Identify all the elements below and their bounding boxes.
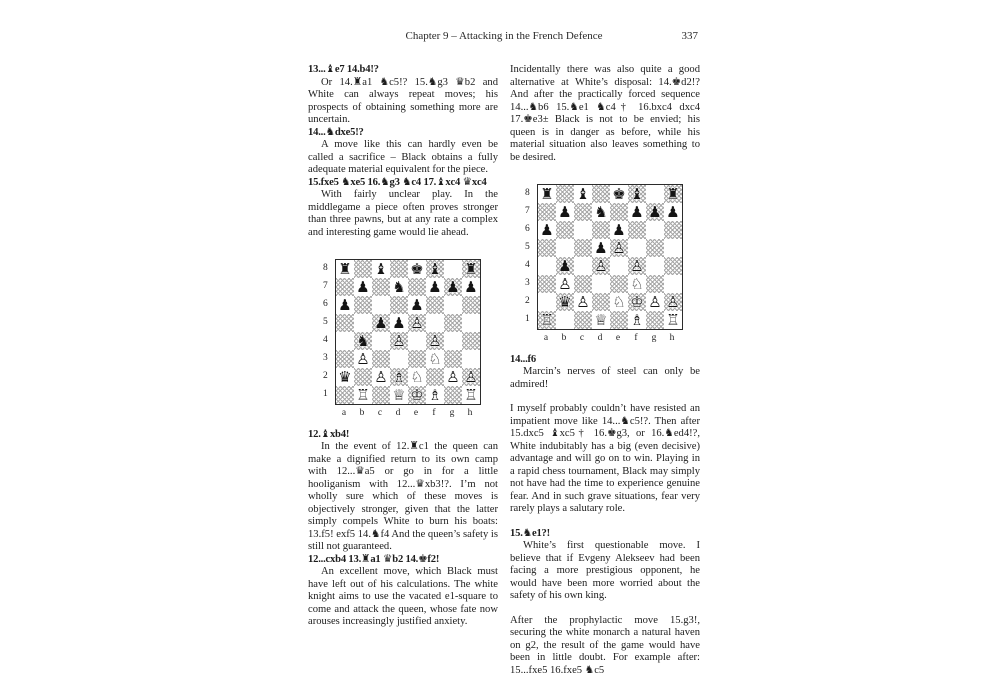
black-pawn-piece: ♟ (410, 296, 424, 314)
rank-label: 2 (323, 371, 328, 381)
board-square (462, 368, 480, 386)
board-square (336, 332, 354, 350)
black-king-piece: ♚ (612, 185, 626, 203)
board-square (408, 386, 426, 404)
board-square (408, 314, 426, 332)
rank-label: 5 (525, 242, 530, 252)
board-square (390, 296, 408, 314)
board-square (538, 311, 556, 329)
black-bishop-piece: ♝ (374, 260, 388, 278)
board-square (610, 239, 628, 257)
board-square (610, 311, 628, 329)
white-pawn-piece: ♙ (630, 257, 644, 275)
file-label: e (615, 333, 621, 343)
white-pawn-piece: ♙ (428, 332, 442, 350)
white-pawn-piece: ♙ (576, 293, 590, 311)
board-square (354, 368, 372, 386)
board-square (664, 257, 682, 275)
file-label: e (413, 408, 419, 418)
move-line: 13...♝e7 14.b4!? (308, 64, 379, 75)
file-label: d (597, 333, 603, 343)
black-pawn-piece: ♟ (356, 278, 370, 296)
rank-label: 3 (323, 353, 328, 363)
page-header (308, 30, 700, 45)
black-knight-piece: ♞ (594, 203, 608, 221)
chess-board (537, 184, 683, 330)
board-square (336, 368, 354, 386)
board-square (372, 368, 390, 386)
board-square (628, 311, 646, 329)
board-square (354, 278, 372, 296)
move-line: 15.♞e1?! (510, 527, 550, 539)
board-square (372, 260, 390, 278)
board-square (574, 221, 592, 239)
white-rook-piece: ♖ (540, 311, 554, 329)
rank-label: 3 (525, 278, 530, 288)
black-pawn-piece: ♟ (392, 314, 406, 332)
black-rook-piece: ♜ (666, 185, 680, 203)
black-bishop-piece: ♝ (630, 185, 644, 203)
white-pawn-piece: ♙ (666, 293, 680, 311)
rank-label: 2 (525, 296, 530, 306)
white-pawn-piece: ♙ (356, 350, 370, 368)
paragraph: Incidentally there was also quite a good alternative at White’s disposal: 14.♚d2!? And after the practically forced sequence 14...♞b6 15.♞e1 ♞c4† 16.bxc4 dxc4 17.♚e3± Black is not to be envied; his queen is in danger as before, while his material situation also leaves something to be desired. (510, 64, 700, 163)
chess-diagram (323, 259, 483, 420)
board-square (592, 257, 610, 275)
board-square (556, 203, 574, 221)
white-pawn-piece: ♙ (594, 257, 608, 275)
black-pawn-piece: ♟ (630, 203, 644, 221)
black-pawn-piece: ♟ (428, 278, 442, 296)
board-square (628, 257, 646, 275)
board-square (592, 203, 610, 221)
paragraph: With fairly unclear play. In the middlegame a piece often proves stronger than three pawns, but at any rate a complex and interesting game would lie ahead. (308, 189, 498, 238)
move-line: 14...f6 (510, 353, 536, 365)
board-square (574, 203, 592, 221)
board-square (408, 350, 426, 368)
black-bishop-piece: ♝ (576, 185, 590, 203)
board-square (592, 239, 610, 257)
black-pawn-piece: ♟ (648, 203, 662, 221)
board-square (646, 185, 664, 203)
board-square (538, 221, 556, 239)
board-square (592, 311, 610, 329)
board-square (372, 296, 390, 314)
move-line: 15.fxe5 ♞xe5 16.♞g3 ♞c4 17.♝xc4 ♛xc4 (308, 176, 487, 188)
white-pawn-piece: ♙ (446, 368, 460, 386)
board-square (354, 386, 372, 404)
board-square (574, 311, 592, 329)
board-square (574, 257, 592, 275)
board-square (390, 260, 408, 278)
board-square (462, 386, 480, 404)
board-square (592, 275, 610, 293)
black-pawn-piece: ♟ (558, 257, 572, 275)
board-square (462, 278, 480, 296)
board-square (538, 185, 556, 203)
file-label: f (432, 408, 436, 418)
rank-labels (323, 259, 335, 405)
white-pawn-piece: ♙ (374, 368, 388, 386)
white-king-piece: ♔ (410, 386, 424, 404)
board-square (538, 203, 556, 221)
board-square (664, 221, 682, 239)
board-square (444, 314, 462, 332)
board-square (462, 296, 480, 314)
black-pawn-piece: ♟ (612, 221, 626, 239)
board-square (574, 185, 592, 203)
board-square (610, 221, 628, 239)
board-square (628, 203, 646, 221)
rank-label: 7 (323, 281, 328, 291)
file-label: b (561, 333, 567, 343)
white-bishop-piece: ♗ (428, 386, 442, 404)
rank-label: 5 (323, 317, 328, 327)
board-square (426, 296, 444, 314)
board-square (610, 185, 628, 203)
board-square (664, 239, 682, 257)
white-knight-piece: ♘ (428, 350, 442, 368)
file-label: c (377, 408, 383, 418)
board-square (610, 275, 628, 293)
chapter-title: Chapter 9 – Attacking in the French Defence (405, 30, 603, 42)
board-square (646, 275, 664, 293)
white-pawn-piece: ♙ (612, 239, 626, 257)
board-square (444, 368, 462, 386)
board-square (390, 386, 408, 404)
right-column (510, 64, 700, 675)
board-square (426, 314, 444, 332)
black-pawn-piece: ♟ (446, 278, 460, 296)
board-square (336, 350, 354, 368)
page-content (308, 30, 700, 675)
paragraph: In the event of 12.♜c1 the queen can make a dignified return to its own camp with 12...♛a5 or go in for a little hooliganism with 12...♛xb3!?. I’m not wholly sure which of these moves is objectively stronger, given that the latter simply compels White to burn his boats: 13.f5! exf5 14.♞f4 And the queen’s safety is still not guaranteed. (308, 441, 498, 552)
board-square (628, 275, 646, 293)
file-label: d (395, 408, 401, 418)
black-queen-piece: ♛ (338, 368, 352, 386)
board-square (444, 386, 462, 404)
board-square (354, 260, 372, 278)
paragraph: Or 14.♜a1 ♞c5!? 15.♞g3 ♛b2 and White can always repeat moves; his prospects of obtaining something more are uncertain. (308, 76, 498, 125)
board-square (390, 368, 408, 386)
board-square (592, 293, 610, 311)
paragraph: I myself probably couldn’t have resisted an impatient move like 14...♞c5!?. Then after 15.dxc5 ♝xc5† 16.♚g3, or 16.♞ed4!?, White indubitably has a big (even decisive) advantage and will go on to win. Playing in a rapid chess tournament, Black may simply not have had the time to experience genuine fear. And in such grave situations, fear very rarely plays a salutary role. (510, 403, 700, 514)
board-square (556, 293, 574, 311)
rank-label: 4 (323, 335, 328, 345)
board-square (628, 185, 646, 203)
black-rook-piece: ♜ (540, 185, 554, 203)
white-pawn-piece: ♙ (392, 332, 406, 350)
rank-label: 1 (323, 389, 328, 399)
board-square (408, 368, 426, 386)
white-pawn-piece: ♙ (464, 368, 478, 386)
file-labels (335, 407, 483, 420)
board-square (336, 314, 354, 332)
board-row (323, 259, 483, 405)
paragraph: A move like this can hardly even be called a sacrifice – Black obtains a fully adequate material equivalent for the piece. (308, 139, 498, 175)
black-pawn-piece: ♟ (540, 221, 554, 239)
board-square (444, 296, 462, 314)
board-square (354, 314, 372, 332)
board-square (372, 314, 390, 332)
board-square (538, 293, 556, 311)
rank-label: 1 (525, 314, 530, 324)
white-bishop-piece: ♗ (392, 368, 406, 386)
board-square (462, 350, 480, 368)
black-pawn-piece: ♟ (464, 278, 478, 296)
board-square (462, 314, 480, 332)
white-pawn-piece: ♙ (648, 293, 662, 311)
board-square (574, 293, 592, 311)
board-square (390, 314, 408, 332)
board-square (610, 293, 628, 311)
white-knight-piece: ♘ (630, 275, 644, 293)
board-square (664, 311, 682, 329)
black-pawn-piece: ♟ (666, 203, 680, 221)
file-label: a (543, 333, 549, 343)
board-square (372, 332, 390, 350)
board-square (426, 332, 444, 350)
board-square (556, 275, 574, 293)
board-square (646, 239, 664, 257)
board-square (426, 260, 444, 278)
rank-label: 8 (525, 188, 530, 198)
board-square (354, 296, 372, 314)
paragraph: An excellent move, which Black must have left out of his calculations. The white knight aims to use the vacated e1-square to come and attack the queen, whose fate now arouses increasingly justified anxiety. (308, 566, 498, 627)
board-square (646, 257, 664, 275)
white-rook-piece: ♖ (356, 386, 370, 404)
file-label: b (359, 408, 365, 418)
black-pawn-piece: ♟ (374, 314, 388, 332)
board-square (354, 332, 372, 350)
black-knight-piece: ♞ (392, 278, 406, 296)
board-square (444, 350, 462, 368)
board-square (664, 185, 682, 203)
board-square (556, 185, 574, 203)
file-labels (537, 332, 685, 345)
board-square (444, 332, 462, 350)
board-square (574, 239, 592, 257)
black-pawn-piece: ♟ (594, 239, 608, 257)
board-square (646, 203, 664, 221)
white-rook-piece: ♖ (464, 386, 478, 404)
paragraph: Marcin’s nerves of steel can only be admired! (510, 366, 700, 390)
white-knight-piece: ♘ (612, 293, 626, 311)
board-square (408, 332, 426, 350)
page-number: 337 (681, 30, 698, 42)
board-square (408, 296, 426, 314)
board-square (354, 350, 372, 368)
move-line: 12.♝xb4! (308, 428, 350, 440)
move-line: 14...♞dxe5!? (308, 126, 364, 138)
board-square (462, 260, 480, 278)
board-square (408, 278, 426, 296)
board-square (556, 221, 574, 239)
white-queen-piece: ♕ (392, 386, 406, 404)
board-square (664, 293, 682, 311)
board-square (610, 257, 628, 275)
black-rook-piece: ♜ (338, 260, 352, 278)
rank-label: 6 (525, 224, 530, 234)
white-knight-piece: ♘ (410, 368, 424, 386)
rank-labels (525, 184, 537, 330)
board-square (538, 239, 556, 257)
board-square (646, 221, 664, 239)
black-pawn-piece: ♟ (558, 203, 572, 221)
board-square (462, 332, 480, 350)
white-pawn-piece: ♙ (410, 314, 424, 332)
board-square (592, 185, 610, 203)
board-square (574, 275, 592, 293)
board-square (390, 350, 408, 368)
chess-diagram (525, 184, 685, 345)
board-square (390, 332, 408, 350)
file-label: a (341, 408, 347, 418)
board-square (426, 350, 444, 368)
board-square (372, 350, 390, 368)
file-label: g (449, 408, 455, 418)
board-square (610, 203, 628, 221)
black-bishop-piece: ♝ (428, 260, 442, 278)
board-square (426, 386, 444, 404)
board-square (628, 293, 646, 311)
text-columns (308, 64, 700, 675)
board-square (390, 278, 408, 296)
board-square (646, 293, 664, 311)
black-pawn-piece: ♟ (338, 296, 352, 314)
board-square (372, 386, 390, 404)
board-square (628, 239, 646, 257)
board-square (336, 386, 354, 404)
board-square (444, 278, 462, 296)
white-pawn-piece: ♙ (558, 275, 572, 293)
board-square (336, 260, 354, 278)
rank-label: 7 (525, 206, 530, 216)
board-square (628, 221, 646, 239)
board-square (336, 278, 354, 296)
move-line: 12...cxb4 13.♜a1 ♛b2 14.♚f2! (308, 553, 440, 565)
board-square (646, 311, 664, 329)
file-label: c (579, 333, 585, 343)
board-square (556, 311, 574, 329)
file-label: g (651, 333, 657, 343)
board-square (592, 221, 610, 239)
board-row (525, 184, 685, 330)
board-square (538, 275, 556, 293)
board-square (538, 257, 556, 275)
board-square (408, 260, 426, 278)
board-square (426, 278, 444, 296)
rank-label: 6 (323, 299, 328, 309)
paragraph: White’s first questionable move. I believe that if Evgeny Alekseev had been facing a more prestigious opponent, he would have been more worried about the safety of his own king. (510, 540, 700, 601)
black-king-piece: ♚ (410, 260, 424, 278)
white-king-piece: ♔ (630, 293, 644, 311)
board-square (372, 278, 390, 296)
board-square (426, 368, 444, 386)
left-column (308, 64, 498, 675)
paragraph: After the prophylactic move 15.g3!, securing the white monarch a natural haven on g2, the result of the game would have been in little doubt. For example after: 15...fxe5 16.fxe5 ♞c5 (510, 614, 700, 675)
black-knight-piece: ♞ (356, 332, 370, 350)
board-square (664, 203, 682, 221)
board-square (444, 260, 462, 278)
white-queen-piece: ♕ (594, 311, 608, 329)
rank-label: 4 (525, 260, 530, 270)
white-bishop-piece: ♗ (630, 311, 644, 329)
board-square (556, 257, 574, 275)
file-label: h (467, 408, 473, 418)
board-square (556, 239, 574, 257)
file-label: h (669, 333, 675, 343)
white-rook-piece: ♖ (666, 311, 680, 329)
black-rook-piece: ♜ (464, 260, 478, 278)
black-queen-piece: ♛ (558, 293, 572, 311)
file-label: f (634, 333, 638, 343)
board-square (336, 296, 354, 314)
rank-label: 8 (323, 263, 328, 273)
board-square (664, 275, 682, 293)
chess-board (335, 259, 481, 405)
